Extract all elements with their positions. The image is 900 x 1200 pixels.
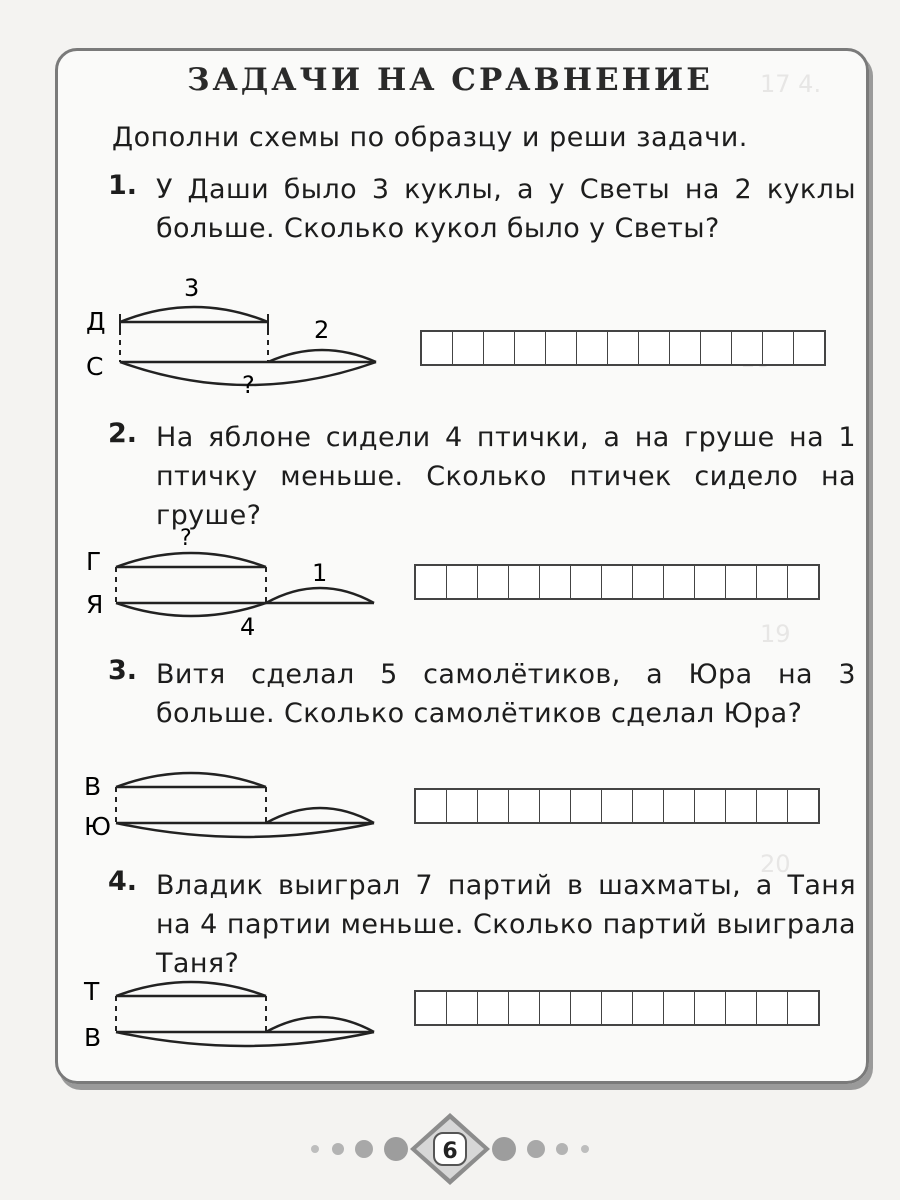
page-title: ЗАДАЧИ НА СРАВНЕНИЕ <box>187 62 713 98</box>
mark-extra: 2 <box>314 316 330 344</box>
scheme-1 <box>80 270 400 410</box>
task-text: Владик выиграл 7 партий в шахматы, а Таня на 4 партии меньше. Сколько партий выиграла Таня? <box>156 870 856 979</box>
scheme-label-bottom: В <box>84 1023 102 1052</box>
mark-top: ? <box>180 526 192 551</box>
mark-bottom: ? <box>242 371 255 399</box>
arc-top <box>116 553 266 567</box>
arc-bottom <box>116 823 374 837</box>
task-number: 2. <box>108 418 138 449</box>
scheme-label-bottom: Ю <box>84 812 111 841</box>
task-number: 4. <box>108 866 138 897</box>
arc-bottom <box>116 1032 374 1046</box>
mark-extra: 1 <box>312 559 328 587</box>
arc-extra <box>266 588 374 603</box>
arc-top <box>116 773 266 787</box>
answer-cells-4[interactable] <box>414 990 820 1026</box>
scheme-label-top: Т <box>84 977 100 1006</box>
task-text: У Даши было 3 куклы, а у Светы на 2 куклы больше. Сколько кукол было у Светы? <box>156 174 856 244</box>
answer-cells-1[interactable] <box>420 330 826 366</box>
scheme-label-top: Д <box>86 307 106 336</box>
task-number: 1. <box>108 170 138 201</box>
instruction: Дополни схемы по образцу и реши задачи. <box>112 122 748 153</box>
arc-top <box>120 307 268 322</box>
scheme-label-top: В <box>84 772 102 801</box>
arc-extra <box>268 350 376 362</box>
scheme-label-top: Г <box>86 547 102 576</box>
mark-bottom: 4 <box>240 613 256 641</box>
task-text: На яблоне сидели 4 птички, а на груше на 1 птичку меньше. Сколько птичек сидело на груше? <box>156 422 856 531</box>
task-number: 3. <box>108 655 138 686</box>
arc-top <box>116 982 266 996</box>
scheme-3 <box>80 755 400 855</box>
page-number: 6 <box>442 1139 458 1164</box>
scheme-4 <box>80 968 400 1068</box>
scheme-2 <box>80 525 400 650</box>
arc-extra <box>266 808 374 823</box>
mark-top: 3 <box>184 274 200 302</box>
answer-cells-3[interactable] <box>414 788 820 824</box>
page-number-ornament <box>300 1105 600 1185</box>
scheme-label-bottom: С <box>86 352 104 381</box>
scheme-label-bottom: Я <box>86 590 104 619</box>
arc-extra <box>266 1017 374 1032</box>
answer-cells-2[interactable] <box>414 564 820 600</box>
task-text: Витя сделал 5 самолётиков, а Юра на 3 больше. Сколько самолётиков сделал Юра? <box>156 659 856 729</box>
